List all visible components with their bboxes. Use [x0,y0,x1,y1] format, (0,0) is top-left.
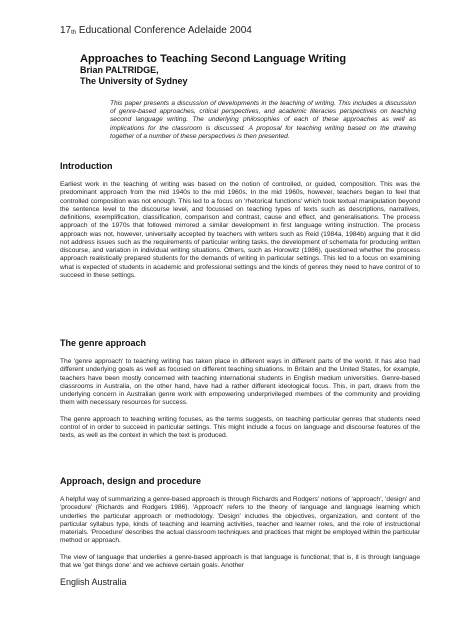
conference-name: Educational Conference Adelaide 2004 [76,25,252,36]
section-introduction [60,161,420,280]
conference-ordinal-suffix: th [71,30,77,36]
paragraph: Earliest work in the teaching of writing was based on the notion of controlled, or guided, composition. This was the predominant approach from the mid 1940s to the mid 1960s. In the mid 1960s, however, teachers began to feel that controlled composition was not enough. This led to a focus on 'rhetorical functions' which took textual manipulation beyond the sentence level to the discourse level, and focussed on teaching types of texts such as descriptions, narratives, definitions, exemplification, classification, comparison and contrast, cause and effect, and generalisations. The process approach of the 1970s that followed mirrored a similar development in first language writing instruction. The process approach was not, however, universally accepted by teachers with writers such as Reid (1984a, 1984b) arguing that it did not address issues such as the requirements of particular writing tasks, the development of schemata for producing written discourse, and variation in individual writing situations. Others, such as Horowitz (1986), questioned whether the process approach realistically prepared students for the demands of writing in particular settings. This led to a focus on examining what is expected of students in academic and professional settings and the kinds of genres they need to have control of to succeed in these settings. [60,181,420,279]
author-name: Brian PALTRIDGE, [80,65,159,75]
conference-ordinal-number: 17 [60,25,72,36]
section-heading: The genre approach [60,338,147,348]
section-approach-design-procedure [60,476,420,570]
paragraph: The view of language that underlies a genre-based approach is that language is functional; that is, it is through language that we 'get things done' and we achieve certain goals. Another [60,553,420,569]
section-heading: Introduction [60,161,113,171]
paper-title: Approaches to Teaching Second Language Writing [80,53,347,65]
author-affiliation: The University of Sydney [80,76,188,86]
paragraph: The genre approach to teaching writing focuses, as the terms suggests, on teaching particular genres that students need control of in order to succeed in particular settings. This might include a focus on language and discourse features of the texts, as well as the context in which the text is produced. [60,415,420,439]
paragraph: The 'genre approach' to teaching writing has taken place in different ways in different parts of the world. It has also had different underlying goals as well as focused on different teaching situations. In Britain and the United States, for example, teachers have been mostly concerned with teaching international students in English medium universities. Genre-based classrooms in Australia, on the other hand, have had a rather different ideological focus. This, in part, draws from the underlying concern in Australian genre work with empowering underprivileged members of the community and providing them with necessary resources for success. [60,358,420,407]
title-block [80,53,420,87]
section-genre-approach [60,338,420,440]
conference-header [60,25,252,36]
footer-publisher: English Australia [60,577,127,587]
paragraph: A helpful way of summarizing a genre-based approach is through Richards and Rodgers' notions of 'approach', 'design' and 'procedure' (Richards and Rodgers 1986). 'Approach' refers to the theory of language and language learning which underlies the particular approach or methodology. 'Design' includes the objectives, organization, and content of the particular syllabus type, kinds of teaching and learning activities, teacher and learner roles, and the role of instructional materials. 'Procedure' describes the actual classroom techniques and practices that might be employed within the particular method or approach. [60,496,420,545]
section-heading: Approach, design and procedure [60,476,202,486]
abstract: This paper presents a discussion of developments in the teaching of writing. This includes a discussion of genre-based approaches, critical perspectives, and academic literacies perspectives on teaching second language writing. The underlying philosophies of each of these approaches as well as implications for the classroom is discussed. A proposal for teaching writing based on the drawing together of a number of these perspectives is then presented. [110,100,416,140]
